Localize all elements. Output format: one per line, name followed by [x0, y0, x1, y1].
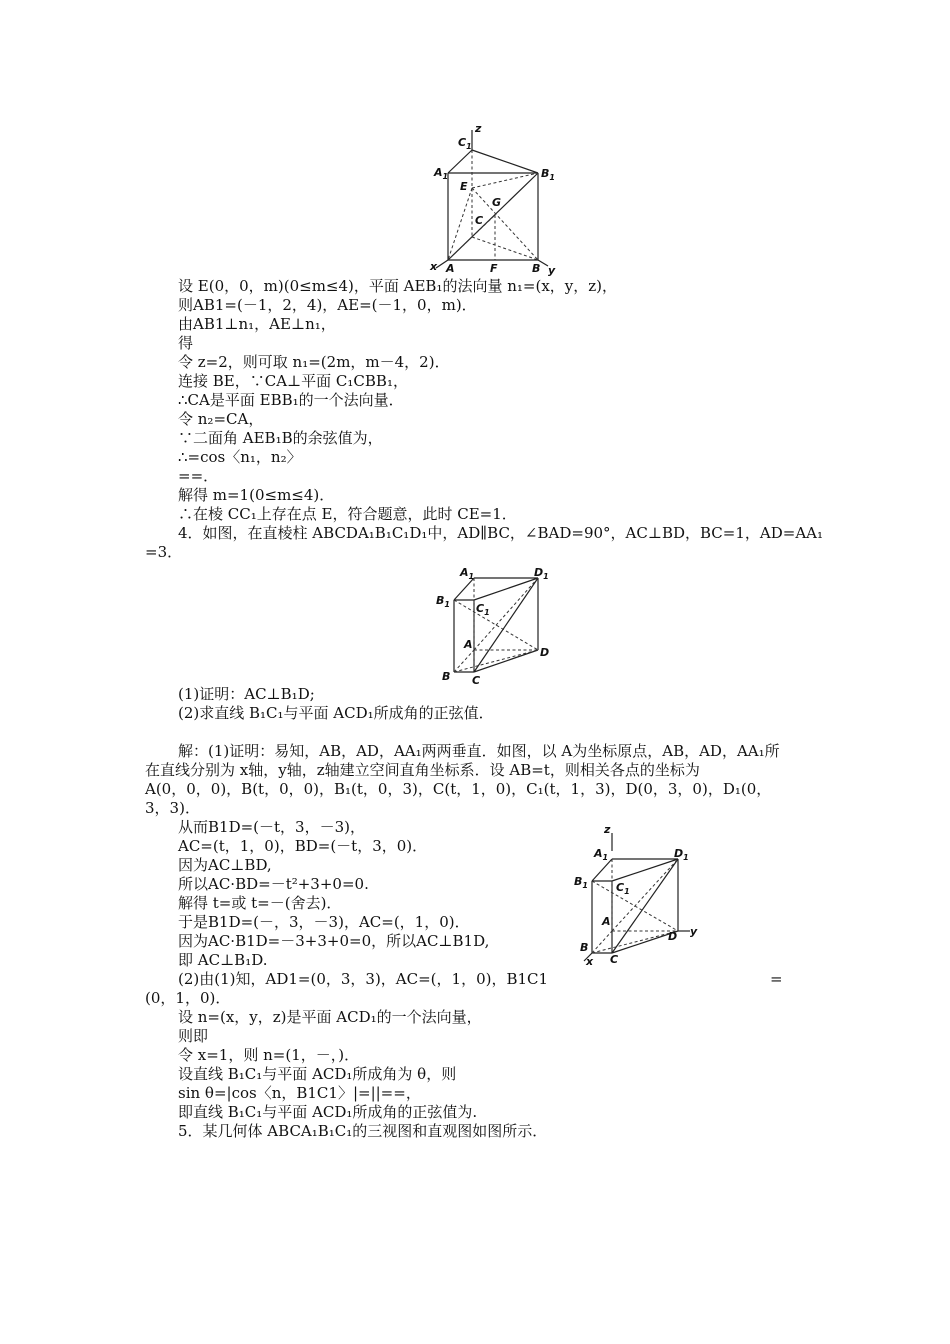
- label-f: F: [490, 262, 498, 275]
- problem-4-statement: 4．如图，在直棱柱 ABCDA₁B₁C₁D₁中，AD∥BC，∠BAD=90°，AC⊥BD，BC=1，AD=AA₁: [178, 524, 823, 542]
- label-c1: $C_1$: [458, 136, 472, 151]
- text-line: AC=(t，1，0)，BD=(－t，3，0)．: [178, 837, 428, 855]
- label-x: x: [586, 955, 594, 968]
- edge-b1a1: [592, 859, 612, 881]
- edge-ba: [592, 931, 612, 953]
- label-d: D: [668, 930, 678, 943]
- text-line: 即直线 B₁C₁与平面 ACD₁所成角的正弦值为.: [178, 1103, 478, 1121]
- text-line: ∴在棱 CC₁上存在点 E，符合题意，此时 CE=1．: [178, 505, 517, 523]
- text-line: 则即: [178, 1027, 209, 1045]
- label-b1: $B_1$: [541, 167, 555, 182]
- label-b: B: [532, 262, 541, 275]
- text-line: ∴CA是平面 EBB₁的一个法向量．: [178, 391, 404, 409]
- text-line: =3．: [145, 543, 183, 561]
- figure-prism-3: [570, 825, 710, 970]
- text-line: 设 E(0，0，m)(0≤m≤4)，平面 AEB₁的法向量 n₁=(x，y，z)，: [178, 277, 618, 295]
- label-z: z: [604, 823, 611, 836]
- text-line: 连接 BE，∵CA⊥平面 C₁CBB₁，: [178, 372, 408, 390]
- text-line: 得: [178, 334, 194, 352]
- text-line: (0，1，0)．: [145, 989, 231, 1007]
- question-1: (1)证明：AC⊥B₁D;: [178, 685, 315, 703]
- label-b1: $B_1$: [574, 875, 588, 890]
- question-2: (2)求直线 B₁C₁与平面 ACD₁所成角的正弦值．: [178, 704, 494, 722]
- label-c1: $C_1$: [616, 881, 630, 896]
- text-line: 设直线 B₁C₁与平面 ACD₁所成角为 θ，则: [178, 1065, 457, 1083]
- text-line: (2)由(1)知，AD1=(0，3，3)，AC=(，1，0)，B1C1: [178, 970, 549, 988]
- edge-bd: [592, 931, 678, 953]
- text-line: 因为AC⊥BD,: [178, 856, 272, 874]
- label-e: E: [460, 180, 468, 193]
- text-line: 解：(1)证明：易知，AB，AD，AA₁两两垂直．如图，以 A为坐标原点，AB，AD，AA₁所: [178, 742, 780, 760]
- text-line: 因为AC·B1D=－3+3+0=0，所以AC⊥B1D,: [178, 932, 490, 950]
- edge-cd: [474, 650, 538, 672]
- label-a1: $A_1$: [460, 566, 475, 581]
- edge-eb1: [472, 173, 538, 188]
- text-line: ==．: [178, 467, 219, 485]
- figure-prism-1: [420, 120, 560, 280]
- text-line: 令 x=1，则 n=(1，－，)．: [178, 1046, 360, 1064]
- label-c: C: [475, 214, 484, 227]
- edge-b1a1: [454, 578, 474, 600]
- text-line: 于是B1D=(－，3，－3)，AC=(，1，0)．: [178, 913, 470, 931]
- edge-c1b1: [472, 150, 538, 173]
- label-g: G: [492, 196, 502, 209]
- label-a1: $A_1$: [434, 166, 449, 181]
- label-d1: $D_1$: [534, 566, 549, 581]
- label-b1: $B_1$: [436, 594, 450, 609]
- text-line: 解得 t=或 t=－(舍去)．: [178, 894, 342, 912]
- label-y: y: [548, 264, 556, 277]
- label-c1: $C_1$: [476, 602, 490, 617]
- label-a1: $A_1$: [594, 847, 609, 862]
- text-line: 所以AC·BD=－t²+3+0=0.: [178, 875, 369, 893]
- label-c: C: [610, 953, 619, 966]
- text-line: 令 z=2，则可取 n₁=(2m，m－4，2)．: [178, 353, 450, 371]
- label-c: C: [472, 674, 481, 687]
- edge-ba: [454, 650, 474, 672]
- label-b: B: [580, 941, 589, 954]
- text-line: 从而B1D=(－t，3，－3)，: [178, 818, 365, 836]
- text-line: =: [770, 970, 783, 988]
- label-a: A: [446, 262, 455, 275]
- problem-5-statement: 5．某几何体 ABCA₁B₁C₁的三视图和直观图如图所示．: [178, 1122, 548, 1140]
- edge-bd: [454, 650, 538, 672]
- text-line: 在直线分别为 x轴，y轴，z轴建立空间直角坐标系．设 AB=t，则相关各点的坐标为: [145, 761, 700, 779]
- text-line: 解得 m=1(0≤m≤4)．: [178, 486, 335, 504]
- figure-prism-2: [430, 568, 560, 688]
- label-b: B: [442, 670, 451, 683]
- label-a: A: [602, 915, 611, 928]
- label-y: y: [690, 925, 698, 938]
- text-line: ∵二面角 AEB₁B的余弦值为，: [178, 429, 383, 447]
- text-line: 3，3)．: [145, 799, 200, 817]
- text-line: 则AB1=(－1，2，4)，AE=(－1，0，m)．: [178, 296, 477, 314]
- edge-cd1: [474, 578, 538, 672]
- text-line: 由AB1⊥n₁，AE⊥n₁，: [178, 315, 336, 333]
- label-d1: $D_1$: [674, 847, 689, 862]
- edge-a1c1: [448, 150, 472, 173]
- text-line: 设 n=(x，y，z)是平面 ACD₁的一个法向量，: [178, 1008, 482, 1026]
- text-line: A(0，0，0)，B(t，0，0)，B₁(t，0，3)，C(t，1，0)，C₁(t，1，3)，D(0，3，0)，D₁(0，: [145, 780, 772, 798]
- text-line: ∴=cos〈n₁，n₂〉: [178, 448, 302, 466]
- label-z: z: [475, 122, 482, 135]
- text-line: 令 n₂=CA，: [178, 410, 264, 428]
- edge-c1d1: [474, 578, 538, 600]
- text-line: 即 AC⊥B₁D.: [178, 951, 268, 969]
- label-x: x: [430, 260, 438, 273]
- label-a: A: [464, 638, 473, 651]
- label-d: D: [540, 646, 550, 659]
- text-line: sin θ=|cos〈n，B1C1〉|=||==，: [178, 1084, 421, 1102]
